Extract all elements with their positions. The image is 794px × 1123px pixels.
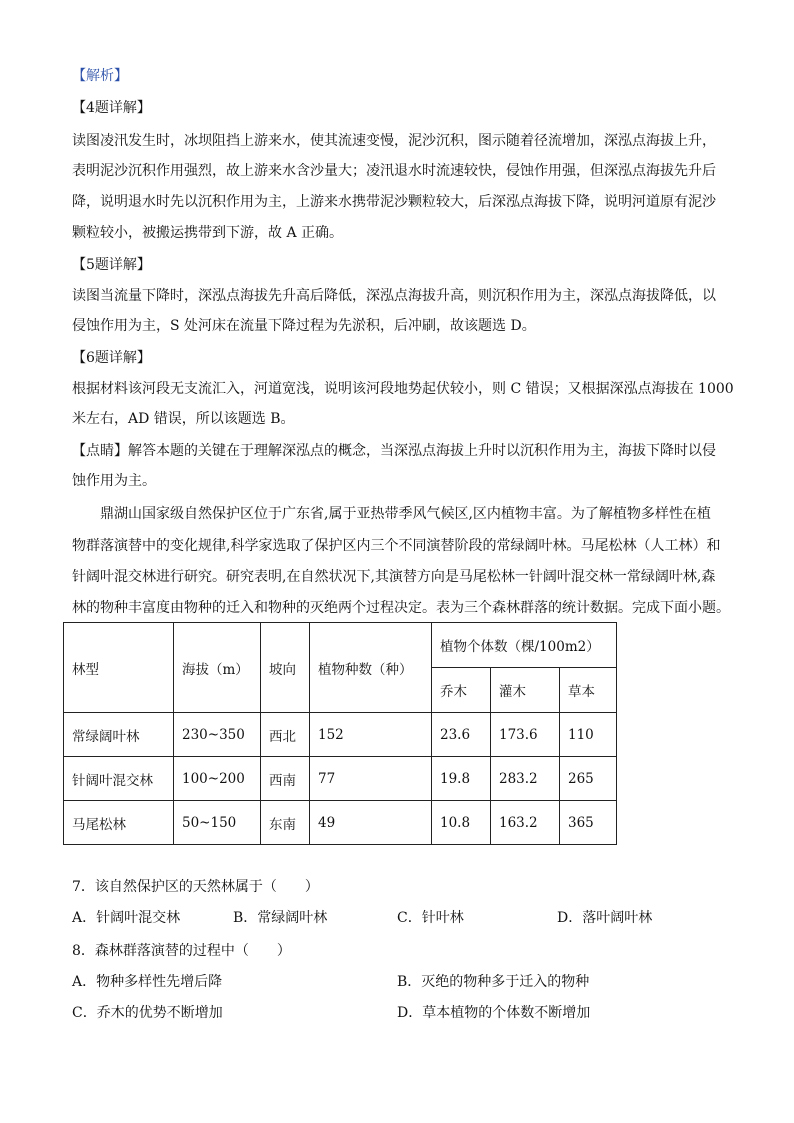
- header-tree: 乔木: [432, 668, 491, 713]
- passage-line: 针阔叶混交林进行研究。研究表明,在自然状况下,其演替方向是马尾松林一针阔叶混交林一常绿阔叶林,森: [72, 569, 716, 585]
- header-altitude: 海拔（m）: [174, 623, 261, 713]
- cell-altitude: 50~150: [174, 801, 261, 845]
- header-herb: 草本: [560, 668, 617, 713]
- cell-type: 针阔叶混交林: [64, 757, 174, 801]
- cell-herb: 265: [560, 757, 617, 801]
- tip-line: 蚀作用为主。: [72, 473, 156, 489]
- q8-option-c[interactable]: C．乔木的优势不断增加: [72, 1005, 223, 1021]
- q4-line: 降，说明退水时先以沉积作用为主，上游来水携带泥沙颗粒较大，后深泓点海拔下降，说明河道原有泥沙: [72, 194, 716, 210]
- q8-option-d[interactable]: D．草本植物的个体数不断增加: [397, 1005, 591, 1021]
- q7-stem: 7．该自然保护区的天然林属于（ ）: [72, 879, 319, 895]
- header-shrub: 灌木: [491, 668, 560, 713]
- q4-header: 【4题详解】: [72, 100, 151, 116]
- cell-species: 77: [310, 757, 432, 801]
- q6-line: 米左右，AD 错误，所以该题选 B。: [72, 411, 295, 427]
- q4-line: 颗粒较小，被搬运携带到下游，故 A 正确。: [72, 225, 344, 241]
- cell-type: 马尾松林: [64, 801, 174, 845]
- table-row: [64, 757, 617, 801]
- q4-line: 表明泥沙沉积作用强烈，故上游来水含沙量大；凌汛退水时流速较快，侵蚀作用强，但深泓点海拔先升后: [72, 163, 716, 179]
- q8-option-a[interactable]: A．物种多样性先增后降: [72, 974, 223, 990]
- q8-stem: 8．森林群落演替的过程中（ ）: [72, 943, 291, 959]
- cell-altitude: 100~200: [174, 757, 261, 801]
- cell-tree: 19.8: [432, 757, 491, 801]
- cell-herb: 110: [560, 713, 617, 757]
- table-row: [64, 801, 617, 845]
- q7-option-b[interactable]: B．常绿阔叶林: [233, 910, 328, 926]
- q6-line: 根据材料该河段无支流汇入，河道宽浅，说明该河段地势起伏较小，则 C 错误；又根据深泓点海拔在 1000: [72, 381, 734, 397]
- tip-line: 【点睛】解答本题的关键在于理解深泓点的概念，当深泓点海拔上升时以沉积作用为主，海拔下降时以侵: [72, 443, 716, 459]
- passage-line: 物群落演替中的变化规律,科学家选取了保护区内三个不同演替阶段的常绿阔叶林。马尾松林（人工林）和: [72, 538, 721, 554]
- cell-shrub: 283.2: [491, 757, 560, 801]
- cell-aspect: 西北: [261, 713, 310, 757]
- q7-option-c[interactable]: C．针叶林: [397, 910, 464, 926]
- q5-line: 读图当流量下降时，深泓点海拔先升高后降低，深泓点海拔升高，则沉积作用为主，深泓点海拔降低，以: [72, 288, 716, 304]
- header-aspect: 坡向: [261, 623, 310, 713]
- header-forest-type: 林型: [64, 623, 174, 713]
- q6-header: 【6题详解】: [72, 350, 151, 366]
- cell-shrub: 163.2: [491, 801, 560, 845]
- passage-line: 林的物种丰富度由物种的迁入和物种的灭绝两个过程决定。表为三个森林群落的统计数据。完成下面小题。: [72, 600, 730, 616]
- q5-line: 侵蚀作用为主，S 处河床在流量下降过程为先淤积，后冲刷，故该题选 D。: [72, 318, 536, 334]
- cell-species: 152: [310, 713, 432, 757]
- cell-type: 常绿阔叶林: [64, 713, 174, 757]
- cell-tree: 10.8: [432, 801, 491, 845]
- cell-tree: 23.6: [432, 713, 491, 757]
- header-count-group: 植物个体数（棵/100m2）: [432, 623, 617, 668]
- q5-header: 【5题详解】: [72, 257, 151, 273]
- q7-option-a[interactable]: A．针阔叶混交林: [72, 910, 181, 926]
- forest-stats-table: [63, 622, 617, 845]
- analysis-header: 【解析】: [72, 68, 128, 84]
- cell-shrub: 173.6: [491, 713, 560, 757]
- cell-aspect: 西南: [261, 757, 310, 801]
- table-header-row: [64, 623, 617, 668]
- q4-line: 读图凌汛发生时，冰坝阻挡上游来水，使其流速变慢，泥沙沉积，图示随着径流增加，深泓点海拔上升，: [72, 133, 716, 149]
- cell-aspect: 东南: [261, 801, 310, 845]
- q7-option-d[interactable]: D．落叶阔叶林: [557, 910, 653, 926]
- table-row: [64, 713, 617, 757]
- q8-option-b[interactable]: B．灭绝的物种多于迁入的物种: [397, 974, 590, 990]
- cell-altitude: 230~350: [174, 713, 261, 757]
- cell-herb: 365: [560, 801, 617, 845]
- header-species: 植物种数（种）: [310, 623, 432, 713]
- passage-line: 鼎湖山国家级自然保护区位于广东省,属于亚热带季风气候区,区内植物丰富。为了解植物多样性在植: [100, 506, 711, 522]
- cell-species: 49: [310, 801, 432, 845]
